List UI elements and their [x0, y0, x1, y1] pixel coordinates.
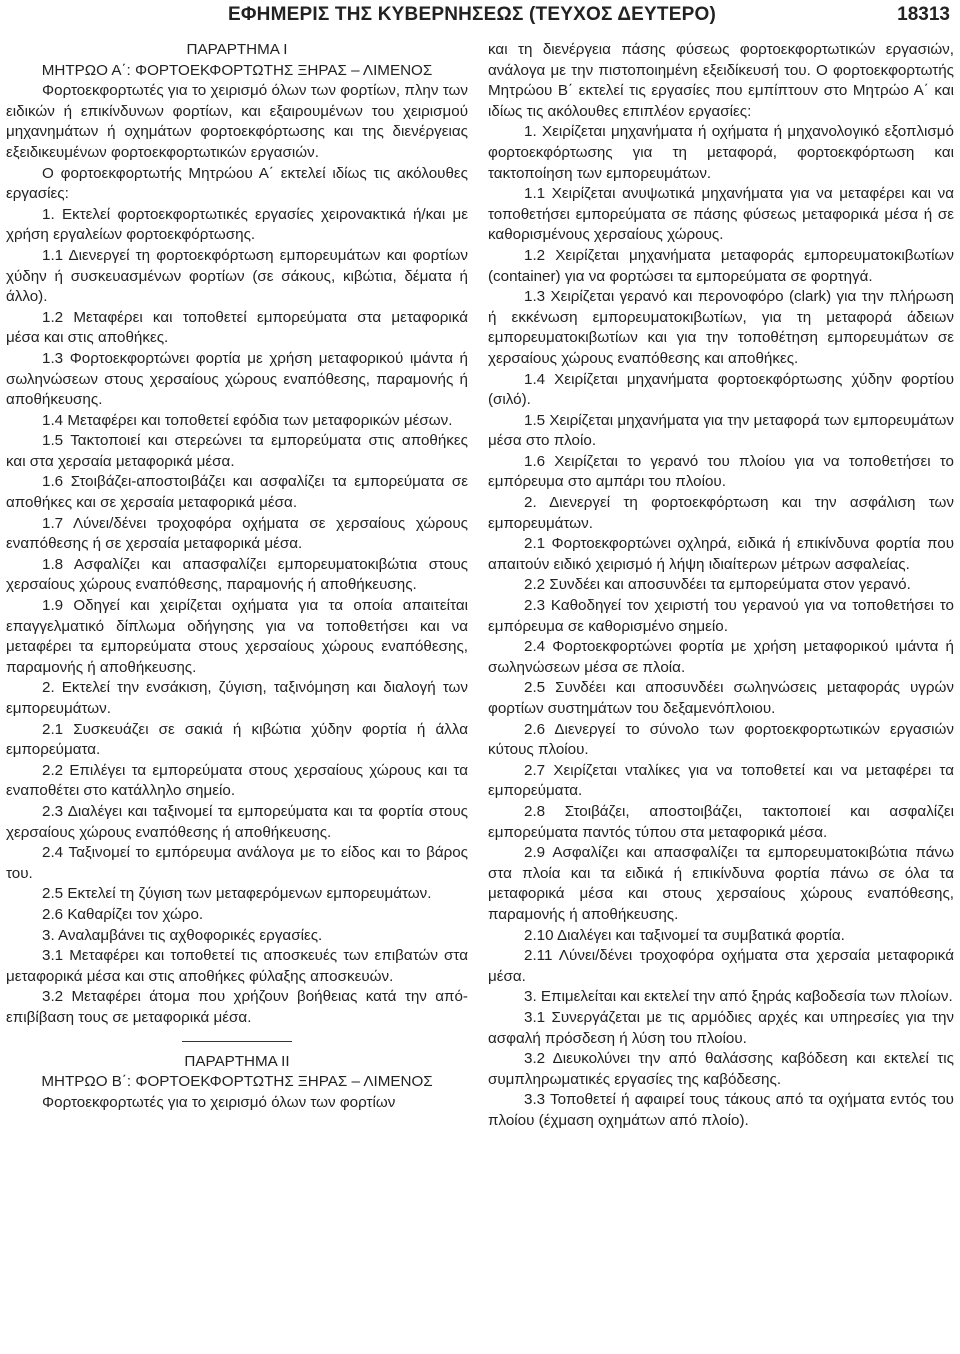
paragraph: 2. Εκτελεί την ενσάκιση, ζύγιση, ταξινόμηση και διαλογή των εμπορευμάτων.: [6, 679, 468, 717]
paragraph: 1.9 Οδηγεί και χειρίζεται οχήματα για τα οποία απαιτείται επαγγελματικό δίπλωμα οδήγησης για να τοποθετήσει και να μεταφέρει τα εμπορεύματα στους χερσαίους χώρους εναπόθεσης, παραμονής ή αποθήκευσης.: [6, 597, 468, 676]
paragraph: 1.1 Διενεργεί τη φορτοεκφόρτωση εμπορευμάτων και φορτίων χύδην ή συσκευασμένων φορτίων (σε σάκους, κιβώτια, δέματα ή άλλο).: [6, 246, 468, 306]
paragraph: 2. Διενεργεί τη φορτοεκφόρτωση και την ασφάλιση των εμπορευμάτων.: [488, 494, 954, 532]
paragraph: 2.3 Καθοδηγεί τον χειριστή του γερανού για να τοποθετήσει το εμπόρευμα σε καθορισμένο σημείο.: [488, 597, 954, 635]
paragraph: Φορτοεκφορτωτές για το χειρισμό όλων των φορτίων: [42, 1093, 396, 1111]
page-header: [0, 0, 960, 34]
paragraph: 1.1 Χειρίζεται ανυψωτικά μηχανήματα για να μεταφέρει και να τοποθετήσει εμπορεύματα σε πάσης φύσεως μεταφορικά μέσα ή σε καθορισμένους χερσαίους χώρους.: [488, 185, 954, 244]
paragraph: 1.4 Χειρίζεται μηχανήματα φορτοεκφόρτωσης χύδην φορτίου (σιλό).: [488, 370, 954, 409]
paragraph: 2.1 Συσκευάζει σε σακιά ή κιβώτια χύδην φορτία ή άλλα εμπορεύματα.: [6, 720, 468, 759]
paragraph: 1.2 Μεταφέρει και τοποθετεί εμπορεύματα στα μεταφορικά μέσα και στις αποθήκες.: [6, 308, 468, 347]
paragraph: 2.7 Χειρίζεται νταλίκες για να τοποθετεί και να μεταφέρει τα εμπορεύματα.: [488, 761, 954, 800]
paragraph: και τη διενέργεια πάσης φύσεως φορτοεκφορτωτικών εργασιών, ανάλογα με την πιστοποιημένη εξειδίκευσή του. Ο φορτοεκφορτωτής Μητρώου Β΄ εκτελεί τις εργασίες που εμπίπτουν στο Μητρώο Α΄ και ιδίως τις ακόλουθες επιπλέον εργασίες:: [488, 41, 954, 120]
paragraph: 2.9 Ασφαλίζει και απασφαλίζει τα εμπορευματοκιβώτια πάνω στα πλοία και τα ειδικά ή επικίνδυνα φορτία πάνω σε όλα τα μεταφορικά μέσα και στους χερσαίους χώρους εναπόθεσης, παραμονής ή αποθήκευσης.: [488, 844, 954, 923]
paragraph: 1.7 Λύνει/δένει τροχοφόρα οχήματα σε χερσαίους χώρους εναπόθεσης ή σε χερσαία μεταφορικά μέσα.: [6, 514, 468, 553]
paragraph: 3.3 Τοποθετεί ή αφαιρεί τους τάκους από τα οχήματα εντός του πλοίου (έχμαση οχημάτων από πλοίο).: [488, 1091, 954, 1129]
paragraph: 1. Εκτελεί φορτοεκφορτωτικές εργασίες χειρονακτικά ή/και με χρήση εργαλείων φορτοεκφόρτωσης.: [6, 205, 468, 244]
left-column: [6, 40, 468, 1113]
section-heading: ΜΗΤΡΩΟ Α΄: ΦΟΡΤΟΕΚΦΟΡΤΩΤΗΣ ΞΗΡΑΣ – ΛΙΜΕΝΟΣ: [41, 61, 433, 79]
page-number: 18313: [897, 4, 950, 25]
paragraph: 3.1 Μεταφέρει και τοποθετεί τις αποσκευές των επιβατών στα μεταφορικά μέσα και στις αποθήκες φύλαξης αποσκευών.: [6, 947, 468, 985]
paragraph: Ο φορτοεκφορτωτής Μητρώου Α΄ εκτελεί ιδίως τις ακόλουθες εργασίες:: [6, 164, 468, 203]
paragraph: 3.2 Διευκολύνει την από θαλάσσης καβόδεση και εκτελεί τις συμπληρωματικές εργασίες της καβόδεσης.: [488, 1050, 954, 1088]
paragraph: 2.6 Διενεργεί το σύνολο των φορτοεκφορτωτικών εργασιών κύτους πλοίου.: [488, 720, 954, 759]
paragraph: 1.5 Τακτοποιεί και στερεώνει τα εμπορεύματα στις αποθήκες και στα χερσαία μεταφορικά μέσα.: [6, 432, 468, 470]
paragraph: 2.5 Συνδέει και αποσυνδέει σωληνώσεις μεταφοράς υγρών φορτίων συστημάτων του δεξαμενόπλοιου.: [488, 679, 954, 717]
paragraph: 2.8 Στοιβάζει, αποστοιβάζει, τακτοποιεί και ασφαλίζει εμπορεύματα παντός τύπου στα μεταφορικά μέσα.: [488, 802, 954, 841]
paragraph: 1.2 Χειρίζεται μηχανήματα μεταφοράς εμπορευματοκιβωτίων (container) για να φορτώσει τα εμπορεύματα σε φορτηγά.: [488, 246, 954, 285]
paragraph: 2.11 Λύνει/δένει τροχοφόρα οχήματα στα χερσαία μεταφορικά μέσα.: [488, 947, 954, 985]
paragraph: 1. Χειρίζεται μηχανήματα ή οχήματα ή μηχανολογικό εξοπλισμό φορτοεκφόρτωσης για τη μεταφορά, φορτοεκφόρτωση και τακτοποίηση των εμπορευμάτων.: [488, 123, 954, 182]
paragraph: 1.3 Φορτοεκφορτώνει φορτία με χρήση μεταφορικού ιμάντα ή σωληνώσεων στους χερσαίους χώρους εναπόθεσης, παραμονής ή αποθήκευσης.: [6, 349, 468, 409]
gazette-title: ΕΦΗΜΕΡΙΣ ΤΗΣ ΚΥΒΕΡΝΗΣΕΩΣ (ΤΕΥΧΟΣ ΔΕΥΤΕΡΟ): [228, 4, 716, 25]
section-heading: ΜΗΤΡΩΟ Β΄: ΦΟΡΤΟΕΚΦΟΡΤΩΤΗΣ ΞΗΡΑΣ – ΛΙΜΕΝΟΣ: [41, 1073, 433, 1091]
paragraph: 2.2 Επιλέγει τα εμπορεύματα στους χερσαίους χώρους και τα εναποθέτει στο κατάλληλο σημείο.: [6, 761, 468, 800]
paragraph: 1.6 Χειρίζεται το γερανό του πλοίου για να τοποθετήσει το εμπόρευμα στο αμπάρι του πλοίου.: [488, 452, 954, 491]
paragraph: 3.1 Συνεργάζεται με τις αρμόδιες αρχές και υπηρεσίες για την ασφαλή πρόσδεση ή λύση του πλοίου.: [488, 1008, 954, 1047]
section-heading: ΠΑΡΑΡΤΗΜΑ ΙΙ: [184, 1052, 290, 1070]
paragraph: Φορτοεκφορτωτές για το χειρισμό όλων των φορτίων, πλην των ειδικών ή επικίνδυνων φορτίων, και εξαιρουμένων του χειρισμού μηχανημάτων ή οχημάτων φορτοεκφόρτωσης και της διενέργειας εξειδικευμένων φορτοεκφορτωτικών εργασιών.: [6, 82, 468, 161]
paragraph: 1.8 Ασφαλίζει και απασφαλίζει εμπορευματοκιβώτια στους χερσαίους χώρους εναπόθεσης, παραμονής ή αποθήκευσης.: [6, 555, 468, 594]
paragraph: 3. Επιμελείται και εκτελεί την από ξηράς καβοδεσία των πλοίων.: [524, 988, 953, 1006]
paragraph: 2.6 Καθαρίζει τον χώρο.: [42, 905, 204, 923]
paragraph: 2.4 Φορτοεκφορτώνει φορτία με χρήση μεταφορικού ιμάντα ή σωληνώσεων μέσα σε πλοία.: [488, 638, 954, 676]
paragraph: 2.5 Εκτελεί τη ζύγιση των μεταφερόμενων εμπορευμάτων.: [42, 885, 432, 903]
paragraph: 1.5 Χειρίζεται μηχανήματα για την μεταφορά των εμπορευμάτων μέσα στο πλοίο.: [488, 411, 954, 450]
paragraph: 1.3 Χειρίζεται γερανό και περονοφόρο (clark) για την πλήρωση ή εκκένωση εμπορευματοκιβωτίων, για τη μεταφορά άδειων εμπορευματοκιβωτίων και για την τοποθέτηση εμπορευμάτων σε χερσαίους χώρους εναπόθεσης και αποθήκες.: [488, 288, 954, 367]
paragraph: 2.10 Διαλέγει και ταξινομεί τα συμβατικά φορτία.: [524, 926, 845, 944]
paragraph: 2.2 Συνδέει και αποσυνδέει τα εμπορεύματα στον γερανό.: [524, 576, 911, 594]
paragraph: 2.1 Φορτοεκφορτώνει οχληρά, ειδικά ή επικίνδυνα φορτία που απαιτούν ειδικό χειρισμό ή λήψη ιδιαίτερων μέτρων ασφαλείας.: [488, 535, 954, 573]
paragraph: 2.4 Ταξινομεί το εμπόρευμα ανάλογα με το είδος και το βάρος του.: [6, 844, 468, 882]
paragraph: 1.6 Στοιβάζει-αποστοιβάζει και ασφαλίζει τα εμπορεύματα σε αποθήκες και σε χερσαία μεταφορικά μέσα.: [6, 473, 468, 512]
paragraph: 1.4 Μεταφέρει και τοποθετεί εφόδια των μεταφορικών μέσων.: [42, 411, 453, 429]
paragraph: 3. Αναλαμβάνει τις αχθοφορικές εργασίες.: [42, 926, 323, 944]
section-heading: ΠΑΡΑΡΤΗΜΑ Ι: [186, 41, 288, 58]
section-divider: [182, 1041, 292, 1042]
paragraph: 3.2 Μεταφέρει άτομα που χρήζουν βοήθειας κατά την από-επιβίβαση τους σε μεταφορικά μέσα.: [6, 988, 468, 1026]
paragraph: 2.3 Διαλέγει και ταξινομεί τα εμπορεύματα και τα φορτία στους χερσαίους χώρους εναπόθεσης ή αποθήκευσης.: [6, 802, 468, 841]
right-column: [488, 40, 954, 1131]
